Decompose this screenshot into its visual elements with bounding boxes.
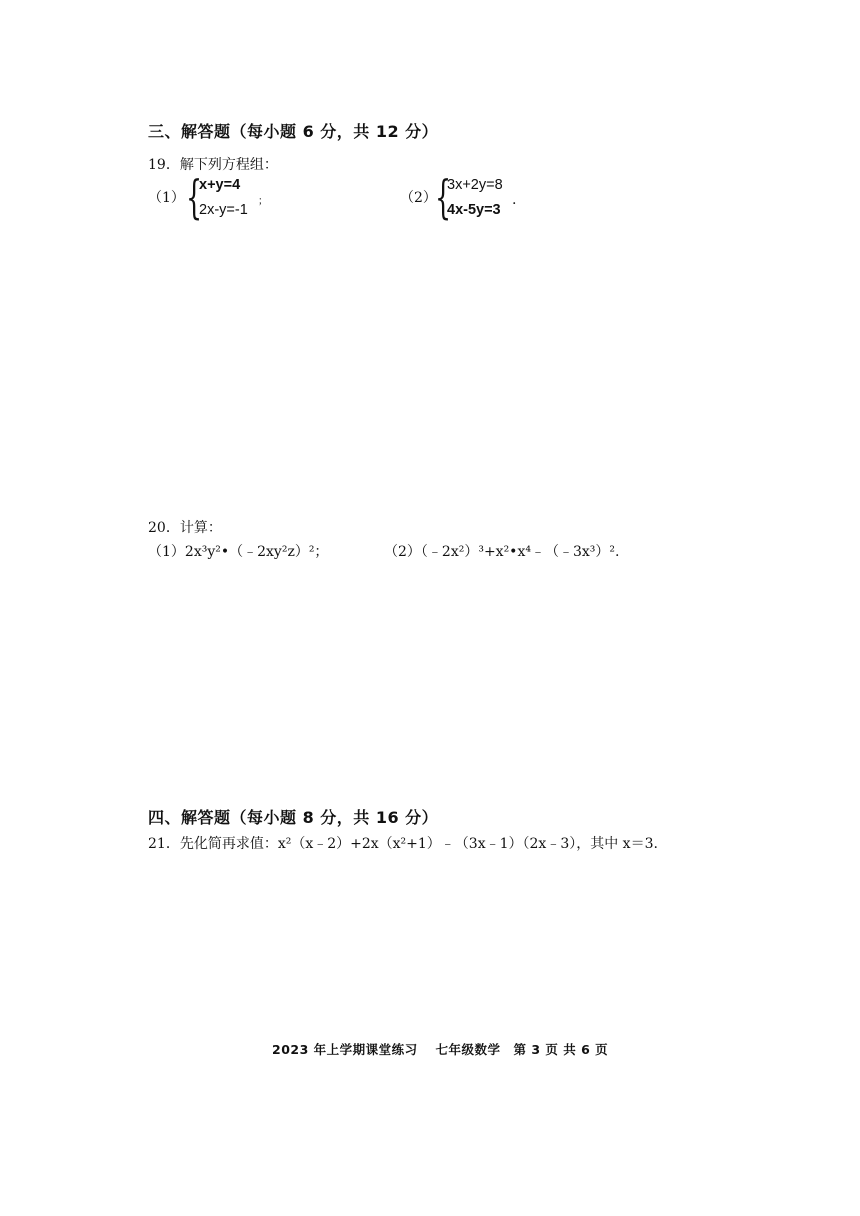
q20-part1-label: （1） [148,544,185,560]
q19-part1-equation-2: 2x-y=-1 [199,202,248,218]
q19-part2-equation-1: 3x+2y=8 [447,177,503,193]
question-20-part-2 [384,541,619,561]
section-title-3: 三、解答题（每小题 6 分，共 12 分） [148,122,439,141]
q19-part2-end: . [512,192,517,208]
question-20-part-1 [148,541,328,561]
question-21-text: 21．先化简再求值：x²（x﹣2）+2x（x²+1）﹣（3x﹣1）（2x﹣3），其中 x＝3. [148,836,658,852]
q19-part1-equation-1: x+y=4 [199,177,241,193]
q19-part2-equation-2: 4x-5y=3 [447,202,501,218]
question-19-stem: 19．解下列方程组： [148,157,278,173]
q19-part1-label: （1） [148,190,185,206]
q20-part2-expression: （﹣2x²）³+x²•x⁴﹣（﹣3x³）². [420,544,620,560]
q20-part2-label: （2） [384,544,421,560]
q19-part2-label: （2） [400,190,437,206]
section-title-4: 四、解答题（每小题 8 分，共 16 分） [148,808,439,827]
left-brace: { [186,170,203,224]
q19-part1-end: ； [258,196,268,207]
left-brace: { [435,170,452,224]
page-footer: 2023 年上学期课堂练习 七年级数学 第 3 页 共 6 页 [272,1042,609,1057]
q20-part1-expression: 2x³y²•（﹣2xy²z）²； [184,544,329,560]
question-20-stem: 20．计算： [148,520,222,536]
